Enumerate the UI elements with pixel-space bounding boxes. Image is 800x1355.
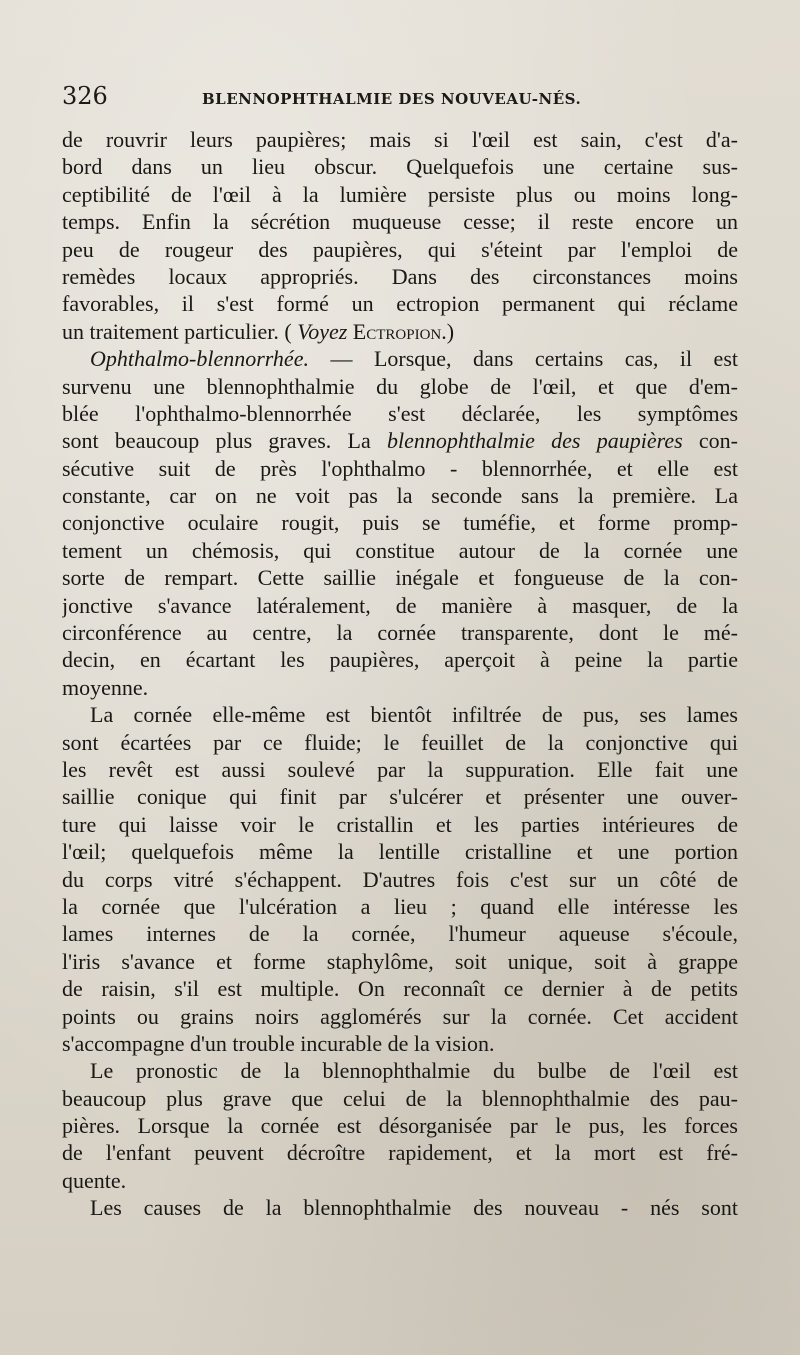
section-heading: Ophthalmo-blennorrhée. (90, 346, 309, 372)
text-line: survenu une blennophthalmie du globe de l'œil, et que d'em- (62, 373, 738, 399)
line-text: un traitement particulier. ( (62, 318, 298, 344)
text-line: ceptibilité de l'œil à la lumière persiste plus ou moins long- (62, 181, 738, 207)
text-line: points ou grains noirs agglomérés sur la cornée. Cet accident (62, 1003, 738, 1029)
emphasis-term: blennophthalmie des paupières (387, 428, 683, 454)
text-line: temps. Enfin la sécrétion muqueuse cesse; il reste encore un (62, 209, 738, 235)
text-line: sécutive suit de près l'ophthalmo - blennorrhée, et elle est (62, 455, 738, 481)
text-line: remèdes locaux appropriés. Dans des circonstances moins (62, 263, 738, 289)
text-line: lames internes de la cornée, l'humeur aqueuse s'écoule, (62, 921, 738, 947)
cross-reference-label: Voyez (297, 318, 348, 344)
text-line: conjonctive oculaire rougit, puis se tuméfie, et forme promp- (62, 510, 738, 536)
text-line: pières. Lorsque la cornée est désorganisée par le pus, les forces (62, 1113, 738, 1139)
text-line: sorte de rempart. Cette saillie inégale et fongueuse de la con- (62, 565, 738, 591)
text-line: les revêt est aussi soulevé par la suppuration. Elle fait une (62, 756, 738, 782)
text-line: blée l'ophthalmo-blennorrhée s'est déclarée, les symptômes (62, 400, 738, 426)
text-line: peu de rougeur des paupières, qui s'éteint par l'emploi de (62, 236, 738, 262)
body-text (62, 126, 738, 1222)
text-line: constante, car on ne voit pas la seconde sans la première. La (62, 483, 738, 509)
text-line: ture qui laisse voir le cristallin et les parties intérieures de (62, 811, 738, 837)
text-line: sont beaucoup plus graves. La blennophthalmie des paupières con- (62, 428, 738, 454)
text-line: moyenne. (62, 674, 149, 700)
page-number: 326 (62, 82, 108, 110)
text-line: l'œil; quelquefois même la lentille cristalline et une portion (62, 839, 738, 865)
text-line: circonférence au centre, la cornée transparente, dont le mé- (62, 620, 738, 646)
text-line: tement un chémosis, qui constitue autour de la cornée une (62, 537, 738, 563)
text-line: Ophthalmo-blennorrhée. — Lorsque, dans certains cas, il est (90, 346, 738, 372)
text-line: quente. (62, 1167, 127, 1193)
text-line: de raisin, s'il est multiple. On reconnaît ce dernier à de petits (62, 976, 738, 1002)
running-head (62, 82, 738, 122)
text-line: sont écartées par ce fluide; le feuillet de la conjonctive qui (62, 729, 738, 755)
text-line: du corps vitré s'échappent. D'autres fois c'est sur un côté de (62, 866, 738, 892)
text-line: Les causes de la blennophthalmie des nouveau - nés sont (90, 1195, 738, 1221)
text-line: la cornée que l'ulcération a lieu ; quand elle intéresse les (62, 893, 738, 919)
text-line: de l'enfant peuvent décroître rapidement, et la mort est fré- (62, 1140, 738, 1166)
text-line: jonctive s'avance latéralement, de manière à masquer, de la (62, 592, 738, 618)
text-line: decin, en écartant les paupières, aperçoit à peine la partie (62, 647, 738, 673)
text-line: un traitement particulier. ( Voyez Ectropion.) (62, 318, 455, 344)
text-line: saillie conique qui finit par s'ulcérer et présenter une ouver- (62, 784, 738, 810)
text-line: beaucoup plus grave que celui de la blennophthalmie des pau- (62, 1085, 738, 1111)
text-line: favorables, il s'est formé un ectropion permanent qui réclame (62, 291, 738, 317)
text-line: s'accompagne d'un trouble incurable de la vision. (62, 1030, 495, 1056)
text-line: l'iris s'avance et forme staphylôme, soit unique, soit à grappe (62, 948, 738, 974)
running-title: BLENNOPHTHALMIE DES NOUVEAU-NÉS. (202, 90, 582, 108)
text-line: bord dans un lieu obscur. Quelquefois une certaine sus- (62, 154, 738, 180)
text-line: Le pronostic de la blennophthalmie du bulbe de l'œil est (90, 1058, 738, 1084)
cross-reference-target: Ectropion (352, 318, 442, 344)
text-line: La cornée elle-même est bientôt infiltrée de pus, ses lames (90, 702, 738, 728)
text-line: de rouvrir leurs paupières; mais si l'œil est sain, c'est d'a- (62, 127, 738, 152)
